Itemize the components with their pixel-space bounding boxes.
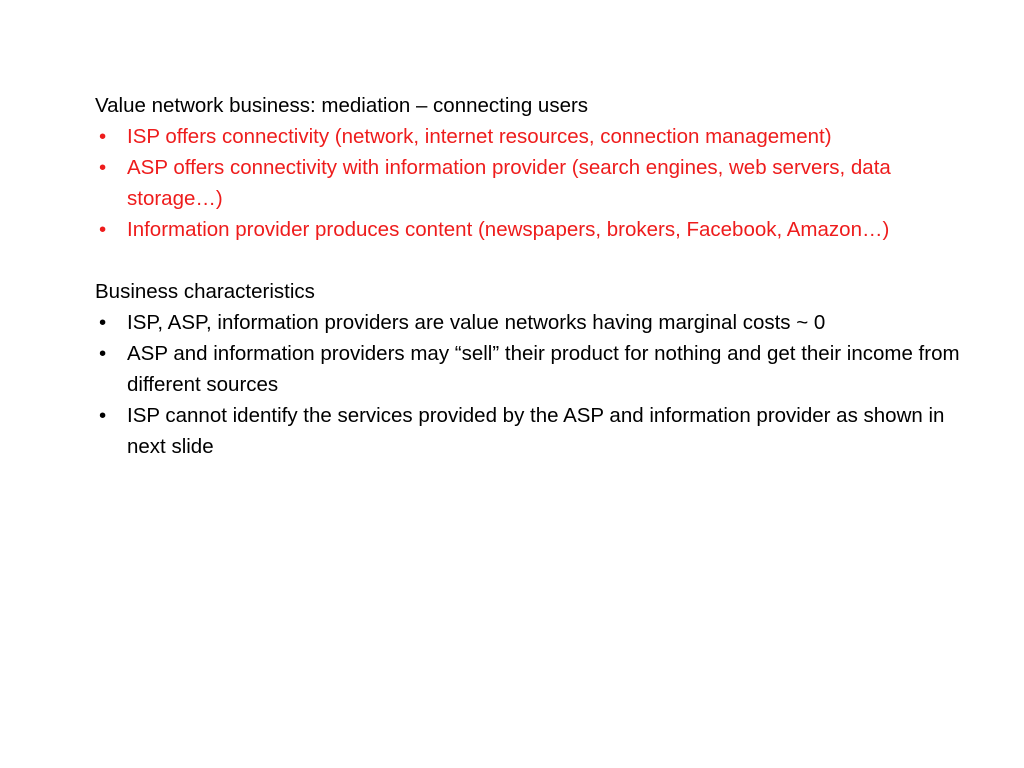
bullet-list-value-network (95, 121, 975, 245)
list-item-text: ASP offers connectivity with information provider (search engines, web servers, data storage…) (127, 156, 891, 210)
list-item (95, 152, 975, 214)
list-item (95, 338, 975, 400)
slide-content (95, 90, 975, 462)
section-heading-business-characteristics: Business characteristics (95, 280, 315, 303)
list-item (95, 121, 975, 152)
list-item (95, 400, 975, 462)
spacer (95, 245, 975, 276)
bullet-icon: • (99, 156, 107, 179)
bullet-icon: • (99, 404, 107, 427)
list-item-text: ISP cannot identify the services provided by the ASP and information provider as shown in next slide (127, 404, 945, 458)
list-item (95, 307, 975, 338)
bullet-icon: • (99, 311, 107, 334)
section-heading-value-network: Value network business: mediation – connecting users (95, 94, 589, 117)
list-item-text: Information provider produces content (newspapers, brokers, Facebook, Amazon…) (127, 218, 890, 241)
bullet-icon: • (99, 218, 107, 241)
bullet-list-business-characteristics (95, 307, 975, 462)
list-item-text: ISP, ASP, information providers are value networks having marginal costs ~ 0 (127, 311, 826, 334)
list-item-text: ISP offers connectivity (network, internet resources, connection management) (127, 125, 832, 148)
bullet-icon: • (99, 342, 107, 365)
list-item (95, 214, 975, 245)
list-item-text: ASP and information providers may “sell” their product for nothing and get their income from different sources (127, 342, 960, 396)
bullet-icon: • (99, 125, 107, 148)
